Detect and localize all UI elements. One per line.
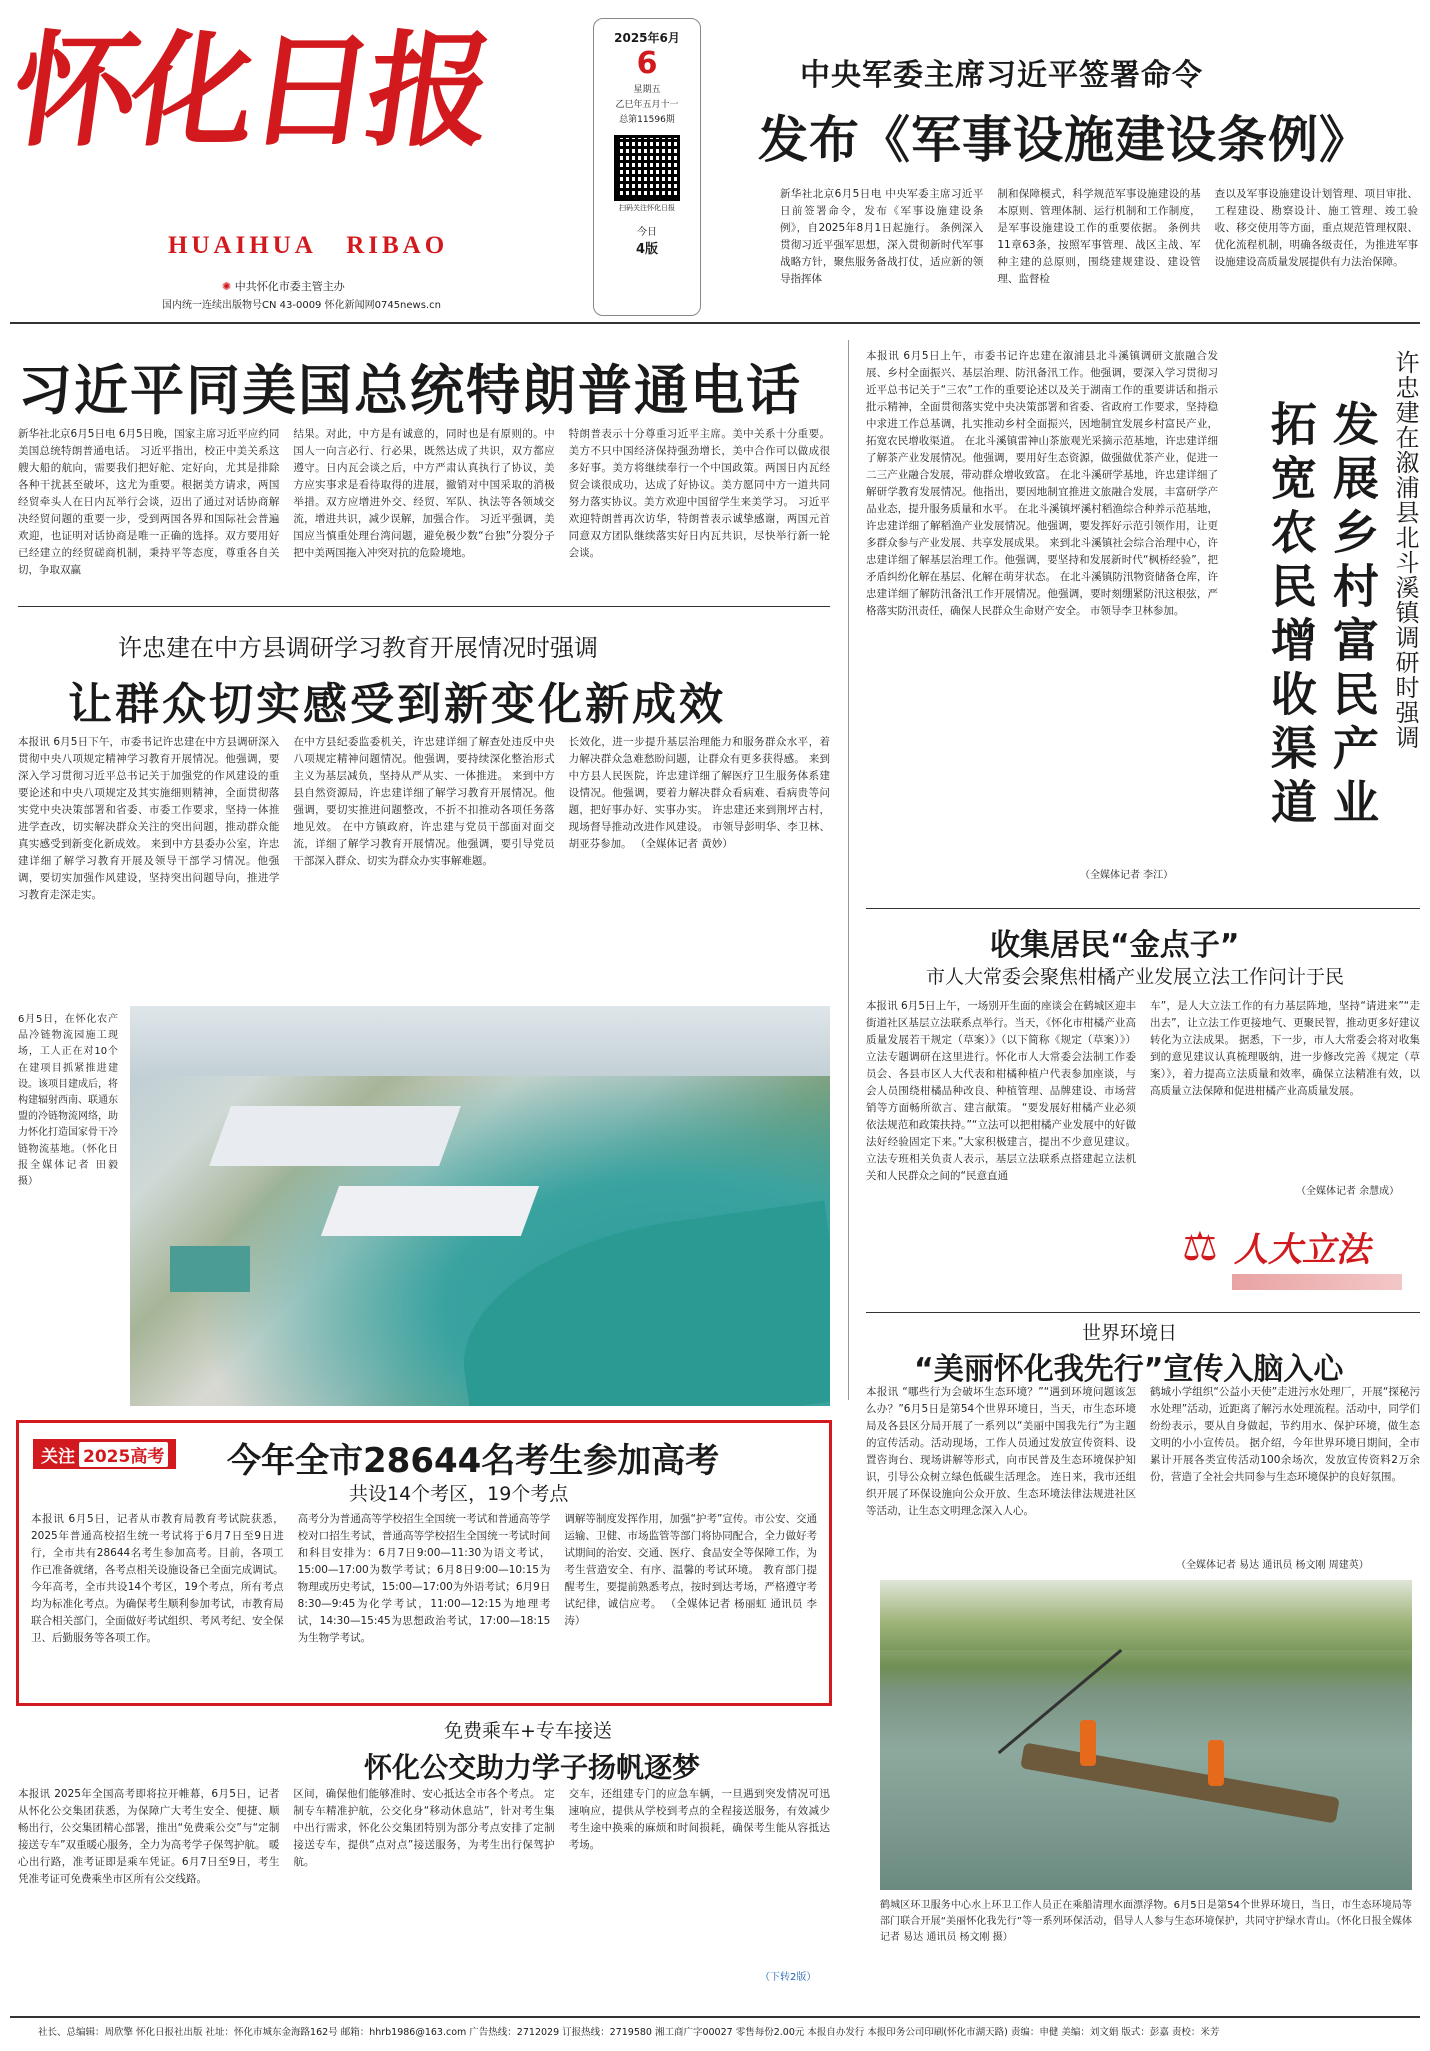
scales-icon: ⚖ [1182, 1224, 1218, 1270]
env-byline: （全媒体记者 易达 通讯员 杨文刚 周建英） [1176, 1560, 1369, 1571]
bus-col: 区间，确保他们能够准时、安心抵达全市各个考点。 定制专车精准护航，公交化身“移动休息站”，针对考生集中出行需求，怀化公交集团特别为部分考点安排了定制接送专车，提供“点对点”接送服务，为考生出行保驾护航。 [293, 1788, 555, 1868]
gaokao-tag [33, 1439, 176, 1469]
zhongfang-kicker: 许忠建在中方县调研学习教育开展情况时强调 [118, 634, 598, 662]
env-col: 鹤城小学组织“公益小天使”走进污水处理厂，开展“探秘污水处理”活动，近距离了解污水处理流程。活动中，同学们纷纷表示，要从自身做起，节约用水、保护环境，做生态文明的小小宣传员。 据介绍，今年世界环境日期间，全市累计开展各类宣传活动100余场次，发放宣传资料2万余份，营造了全社会共同参与生态环境保护的良好氛围。 [1150, 1386, 1420, 1483]
photo-boat [1020, 1742, 1340, 1823]
divider [18, 606, 830, 607]
masthead-registration: 国内统一连续出版物号CN 43-0009 怀化新闻网0745news.cn [162, 300, 441, 311]
masthead-pinyin: HUAIHUA RIBAO [168, 232, 449, 259]
xi-call-col: 新华社北京6月5日电 6月5日晚，国家主席习近平应约同美国总统特朗普通电话。 习近平指出，校正中美关系这艘大船的航向，需要我们把好舵、定好向，尤其是排除各种干扰甚至破坏，这尤为重要。根据美方请求，两国经贸牵头人在日内瓦举行会谈，迈出了通过对话协商解决经贸问题的重要一步，受到两国各界和国际社会普遍欢迎，也证明对话协商是唯一正确的选择。双方要用好已经建立的经贸磋商机制，秉持平等态度，尊重各自关切，争取双赢 [18, 428, 280, 576]
sponsor-text: 中共怀化市委主管主办 [234, 280, 345, 293]
bus-jump-link[interactable]: （下转2版） [760, 1972, 817, 1983]
date-lunar: 乙巳年五月十一 [615, 100, 679, 110]
top-story-col: 制和保障模式，科学规范军事设施建设的基本原则、管理体制、运行机制和工作制度，是军事设施建设工作的重要依据。 条例共11章63条，按照军事管理、战区主战、军种主建的总原则，围绕建规建设、建设管理、监督检 [997, 188, 1201, 285]
npc-legislation-label: 人大立法 [1234, 1230, 1370, 1270]
qr-caption: 扫码关注怀化日报 [619, 204, 675, 212]
column-rule [848, 340, 849, 1400]
gaokao-col: 调解等制度发挥作用，加强“护考”宣传。市公安、交通运输、卫健、市场监管等部门将协同配合，全力做好考试期间的治安、交通、医疗、食品安全等保障工作，为考生营造安全、有序、温馨的考试环境。 教育部门提醒考生，要提前熟悉考点，按时到达考场，严格遵守考试纪律，诚信应考。 （全媒体记者 杨丽虹 通讯员 李涛） [564, 1513, 817, 1627]
photo-warehouse [209, 1106, 461, 1166]
zhongfang-col: 长效化，进一步提升基层治理能力和服务群众水平，着力解决群众急难愁盼问题，让群众有更多获得感。 来到中方县人民医院，许忠建详细了解医疗卫生服务体系建设情况。他强调，要着力解决群众看病难、看病贵等问题，把好事办好、实事办实。 许忠建还来到荆坪古村，现场督导推动改进作风建设。 市领导彭明华、李卫林、胡亚芬参加。 （全媒体记者 黄妙） [568, 736, 830, 850]
bus-col: 交车，还组建专门的应急车辆，一旦遇到突发情况可迅速响应，提供从学校到考点的全程接送服务，有效减少考生途中换乘的麻烦和时间损耗，确保考生能从容抵达考场。 [568, 1788, 830, 1851]
badge-skyline [1232, 1274, 1402, 1290]
photo-worker [1080, 1720, 1096, 1766]
pages-label: 今日 [637, 227, 657, 238]
bus-body [18, 1786, 830, 1962]
gaokao-tag-focus: 关注 [41, 1446, 75, 1467]
top-story-col: 新华社北京6月5日电 中央军委主席习近平日前签署命令，发布《军事设施建设条例》，自2025年8月1日起施行。 条例深入贯彻习近平强军思想，深入贯彻新时代军事战略方针，聚焦服务备战打仗，适应新的领导指挥体 [780, 188, 984, 285]
xupu-headline-line1: 发展乡村富民产业 [1325, 400, 1380, 832]
bus-kicker: 免费乘车+专车接送 [444, 1720, 612, 1742]
photo-trees [880, 1580, 1412, 1650]
bus-col: 本报讯 2025年全国高考即将拉开帷幕，6月5日，记者从怀化公交集团获悉，为保障广大考生安全、便捷、顺畅出行，公交集团精心部署，推出“免费乘公交”与“定制接送专车”双重暖心服务，全力为高考学子保驾护航。 暖心出行路，准考证即是乘车凭证。6月7日至9日，考生凭准考证可免费乘坐市区所有公交线路。 [18, 1788, 280, 1885]
photo-sky [130, 1006, 830, 1076]
divider [866, 1312, 1420, 1313]
footer-info: 社长、总编辑：周欣擎 怀化日报社出版 社址：怀化市城东金海路162号 邮箱：hhrb1986@163.com 广告热线：2712029 订报热线：2719580 湘工商广字00027 零售每份2.00元 本报自办发行 本报印务公司印刷(怀化市湖天路) 责编：申健 美编：刘文娟 版式：彭嘉 责校：米芳 [38, 2027, 1220, 2038]
date-weekday: 星期五 [633, 85, 661, 95]
date-issue: 总第11596期 [619, 115, 675, 125]
photo-pond [170, 1246, 250, 1292]
gaokao-subhead: 共设14个考区，19个考点 [349, 1483, 569, 1505]
top-story-headline: 发布《军事设施建设条例》 [758, 111, 1370, 169]
footer-rule [10, 2016, 1420, 2018]
env-col: 本报讯 “哪些行为会破坏生态环境？”“遇到环境问题该怎么办？”6月5日是第54个世界环境日，当天，市生态环境局及各县区分局开展了一系列以“美丽中国我先行”为主题的宣传活动。活动现场，工作人员通过发放宣传资料、设置咨询台、现场讲解等形式，向市民普及生态环境保护知识，引导公众树立绿色低碳生活理念。 连日来，我市还组织开展了环保设施向公众开放、生态环境法律法规进社区等活动，让生态文明理念深入人心。 [866, 1386, 1136, 1517]
xi-call-col: 结果。对此，中方是有诚意的，同时也是有原则的。中国人一向言必行、行必果，既然达成了共识，双方都应遵守。日内瓦会谈之后，中方严肃认真执行了协议，美方应实事求是看待取得的进展，撤销对中国采取的消极举措。双方应增进外交、经贸、军队、执法等各领域交流，增进共识，减少误解，加强合作。 习近平强调，美国应当慎重处理台湾问题，避免极少数“台独”分裂分子把中美两国拖入冲突对抗的危险境地。 [293, 428, 555, 559]
xupu-byline: （全媒体记者 李江） [1080, 870, 1174, 881]
top-story-col: 查以及军事设施建设计划管理、项目审批、工程建设、勘察设计、施工管理、竣工验收、移交使用等方面，重点规范管理权限、优化流程机制，明确各级责任，为推进军事设施建设高质量发展提供有力法治保障。 [1214, 188, 1418, 268]
masthead-logo: 怀化日报 [3, 19, 497, 164]
masthead-sponsor [222, 278, 345, 294]
npc-legislation-badge [1172, 1206, 1412, 1296]
zhongfang-col: 在中方县纪委监委机关，许忠建详细了解查处违反中央八项规定精神问题情况。他强调，要持续深化整治形式主义为基层减负，坚持从严从实、一体推进。 来到中方县自然资源局，许忠建详细了解学习教育开展情况。他强调，要切实推进问题整改，不折不扣推动各项任务落地见效。 在中方镇政府，许忠建与党员干部面对面交流，详细了解学习教育开展情况。他强调，要引导党员干部深入群众、切实为群众办实事解难题。 [293, 736, 555, 867]
golden-byline: （全媒体记者 余慧成） [1296, 1186, 1400, 1197]
gaokao-headline: 今年全市28644名考生参加高考 [227, 1441, 720, 1481]
date-box [593, 18, 701, 316]
env-body [866, 1384, 1420, 1544]
pages-count: 4版 [635, 242, 659, 257]
date-day: 6 [636, 46, 658, 81]
xi-call-body [18, 426, 830, 596]
golden-subhead: 市人大常委会聚焦柑橘产业发展立法工作问计于民 [926, 966, 1345, 988]
env-headline: “美丽怀化我先行”宣传入脑入心 [914, 1352, 1344, 1387]
xupu-kicker: 许忠建在溆浦县北斗溪镇调研时强调 [1391, 350, 1419, 750]
date-year-month: 2025年6月 [614, 31, 680, 45]
aerial-caption: 6月5日，在怀化农产品冷链物流园施工现场，工人正在对10个在建项目抓紧推进建设。该项目建成后，将构建辐射西南、联通东盟的冷链物流网络，助力怀化打造国家骨干冷链物流基地。（怀化日报全媒体记者 田毅 摄） [18, 1014, 118, 1187]
zhongfang-col: 本报讯 6月5日下午，市委书记许忠建在中方县调研深入贯彻中央八项规定精神学习教育开展情况。他强调，要深入学习贯彻习近平总书记关于加强党的作风建设的重要论述和中央八项规定及其实施细则精神，全面贯彻落实党中央决策部署和省委、市委工作要求，坚持一体推进学查改，切实解决群众关注的突出问题，推动群众能真实感受到新变化新成效。 来到中方县委办公室，许忠建详细了解学习教育开展及领导干部学习情况。他强调，要切实加强作风建设，坚持突出问题导向，推进学习教育走深走实。 [18, 736, 280, 901]
qr-code [614, 135, 680, 201]
river-photo-caption: 鹤城区环卫服务中心水上环卫工作人员正在乘船清理水面漂浮物。6月5日是第54个世界环境日，当日，市生态环境局等部门联合开展“美丽怀化我先行”等一系列环保活动，倡导人人参与生态环境保护，共同守护绿水青山。（怀化日报全媒体记者 易达 通讯员 杨文刚 摄） [880, 1900, 1412, 1944]
xupu-body [866, 348, 1218, 856]
divider [866, 908, 1420, 909]
bus-headline: 怀化公交助力学子扬帆逐梦 [364, 1751, 701, 1784]
golden-col: 车”，是人大立法工作的有力基层阵地，坚持“请进来”“走出去”，让立法工作更接地气、更聚民智，推动更多好建议转化为立法成果。 据悉，下一步，市人大常委会将对收集到的意见建议认真梳理吸纳，进一步修改完善《规定（草案）》，着力提高立法质量和效率，确保立法精准有效，以高质量立法保障和促进柑橘产业高质量发展。 [1150, 1000, 1420, 1097]
gaokao-box [16, 1420, 832, 1706]
zhongfang-headline: 让群众切实感受到新变化新成效 [68, 679, 726, 730]
golden-col: 本报讯 6月5日上午，一场别开生面的座谈会在鹤城区迎丰街道社区基层立法联系点举行。当天，《怀化市柑橘产业高质量发展若干规定（草案）》（以下简称《规定（草案）》）立法专题调研在这里进行。怀化市人大常委会法制工作委员会、各县市区人大代表和柑橘种植户代表参加座谈，与会人员围绕柑橘品种改良、种植管理、品牌建设、市场营销等方面畅所欲言、建言献策。 “要发展好柑橘产业必须依法规范和政策扶持。”“立法可以把柑橘产业发展中的好做法好经验固定下来。”大家积极建言，提出不少意见建议。 立法专班相关负责人表示，基层立法联系点搭建起立法机关和人民群众之间的“民意直通 [866, 1000, 1136, 1182]
masthead-rule [10, 322, 1420, 324]
xupu-headline-line2: 拓宽农民增收渠道 [1263, 400, 1318, 832]
env-kicker: 世界环境日 [1082, 1322, 1178, 1344]
gaokao-body [31, 1511, 817, 1697]
sponsor-icon: ✺ [222, 280, 232, 293]
xi-call-headline: 习近平同美国总统特朗普通电话 [18, 359, 802, 422]
top-story-kicker: 中央军委主席习近平签署命令 [800, 58, 1203, 93]
top-story-body [780, 186, 1418, 312]
aerial-logistics-photo [130, 1006, 830, 1406]
gaokao-col: 高考分为普通高等学校招生全国统一考试和普通高等学校对口招生考试，普通高等学校招生全国统一考试时间和科目安排为：6月7日9:00—11:30为语文考试，15:00—17:00为数学考试；6月8日9:00—10:15为物理或历史考试，15:00—17:00为外语考试；6月9日8:30—9:45为化学考试，11:00—12:15为地理考试，14:30—15:45为思想政治考试，17:00—18:15为生物学考试。 [297, 1513, 551, 1644]
zhongfang-body [18, 734, 830, 964]
photo-warehouse [321, 1186, 539, 1236]
photo-worker [1208, 1740, 1224, 1786]
golden-headline: 收集居民“金点子” [990, 928, 1240, 963]
river-cleanup-photo [880, 1580, 1412, 1890]
xupu-text: 本报讯 6月5日上午，市委书记许忠建在溆浦县北斗溪镇调研文旅融合发展、乡村全面振兴、基层治理、防汛备汛工作。他强调，要深入学习贯彻习近平总书记关于“三农”工作的重要论述以及关于湖南工作的重要讲话和指示批示精神，全面贯彻落实党中央决策部署和省委、省政府工作要求，坚持稳中求进工作总基调，扎实推动乡村全面振兴，因地制宜发展乡村富民产业，拓宽农民增收渠道。 在北斗溪镇雷神山茶旅观光采摘示范基地，许忠建详细了解茶产业发展情况。他强调，要用好生态资源，做强做优茶产业，促进一二三产业融合发展，带动群众增收致富。 在北斗溪研学基地，许忠建详细了解研学教育发展情况。他指出，要因地制宜推进文旅融合发展，丰富研学产品业态，提升服务质量和水平。 在北斗溪镇坪溪村稻渔综合种养示范基地，许忠建详细了解稻渔产业发展情况。他强调，要发挥好示范引领作用，让更多群众参与产业发展、共享发展成果。 来到北斗溪镇社会综合治理中心，许忠建详细了解基层治理工作。他强调，要坚持和发展新时代“枫桥经验”，把矛盾纠纷化解在基层、化解在萌芽状态。 在北斗溪镇防汛物资储备仓库，许忠建详细了解防汛备汛工作开展情况。他强调，要时刻绷紧防汛这根弦，严格落实防汛责任，确保人民群众生命财产安全。 市领导李卫林参加。 [866, 350, 1218, 617]
gaokao-col: 本报讯 6月5日，记者从市教育局教育考试院获悉，2025年普通高校招生统一考试将于6月7日至9日进行，全市共有28644名考生参加高考。目前，各项工作已准备就绪，各考点相关设施设备已全面完成调试。 今年高考，全市共设14个考区，19个考点，所有考点均为标准化考点。为确保考生顺利参加考试，市教育局联合相关部门，全面做好考试组织、考风考纪、安全保卫、后勤服务等各项工作。 [31, 1513, 284, 1644]
xi-call-col: 特朗普表示十分尊重习近平主席。美中关系十分重要。美方不只中国经济保持强劲增长，美中合作可以做成很多好事。美方将继续奉行一个中国政策。两国日内瓦经贸会谈很成功，达成了好协议。美方愿同中方一道共同努力落实协议。美方欢迎中国留学生来美学习。 习近平欢迎特朗普再次访华，特朗普表示诚挚感谢，两国元首同意双方团队继续落实好日内瓦共识，尽快举行新一轮会谈。 [568, 428, 830, 559]
photo-pole [998, 1649, 1122, 1754]
gaokao-tag-year: 2025高考 [79, 1442, 168, 1467]
